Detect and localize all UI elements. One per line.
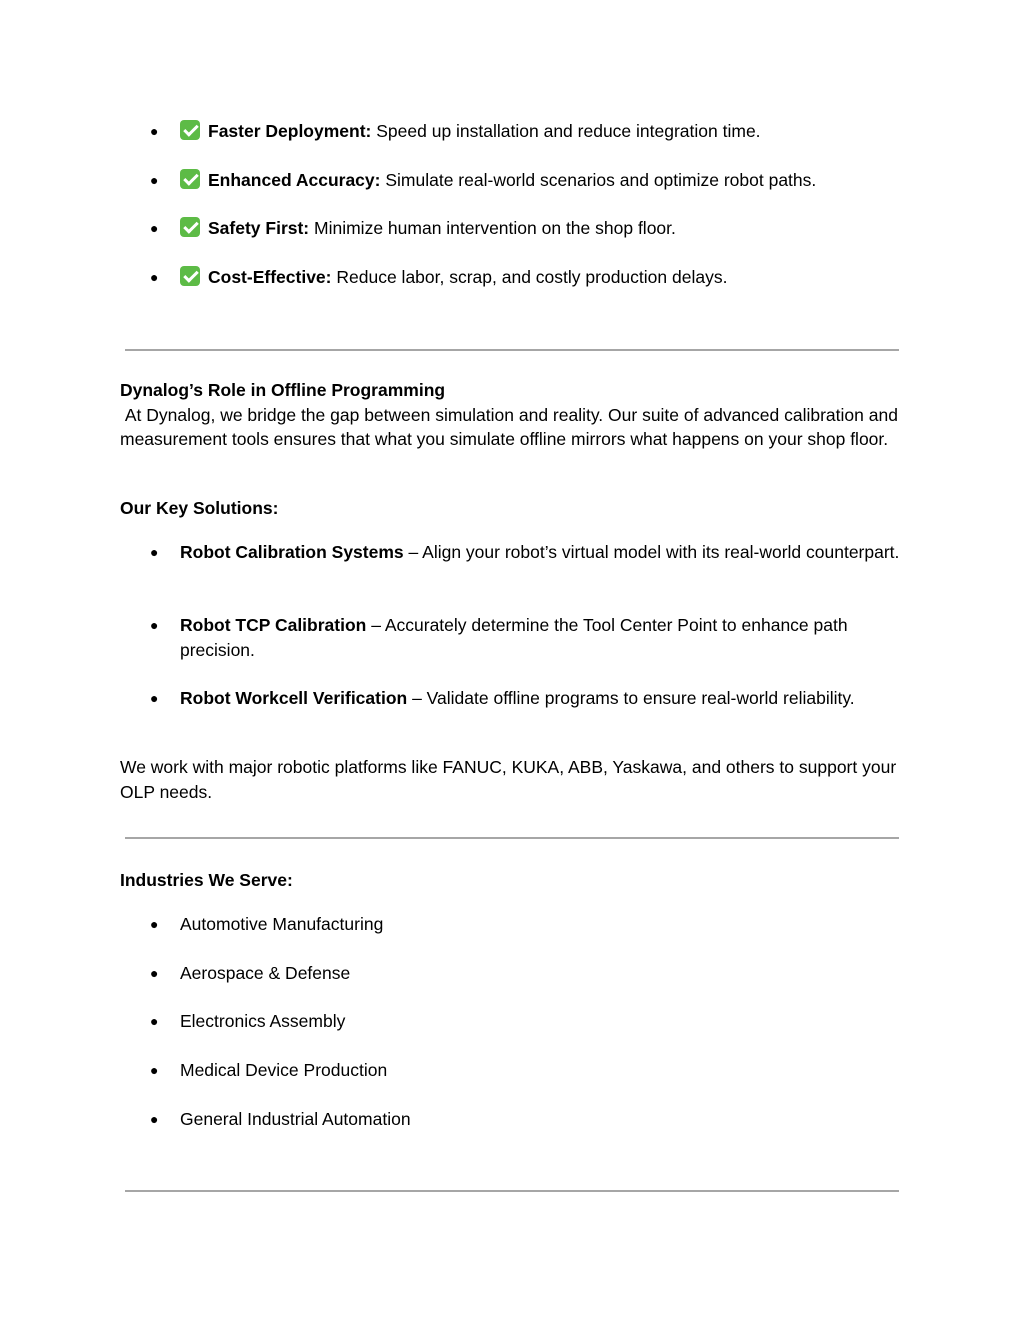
benefit-text: Speed up installation and reduce integration time.: [376, 121, 761, 141]
horizontal-rule: [125, 837, 899, 839]
role-section: [120, 378, 910, 452]
role-heading: Dynalog’s Role in Offline Programming: [120, 380, 446, 400]
bullet-icon: ●: [150, 220, 159, 236]
check-mark-icon: [180, 120, 200, 140]
industry-label: Electronics Assembly: [180, 1011, 346, 1032]
benefit-title: Enhanced Accuracy:: [208, 169, 381, 190]
benefit-text: Reduce labor, scrap, and costly production delays.: [336, 266, 728, 287]
industry-label: Medical Device Production: [180, 1060, 388, 1081]
solution-text: – Validate offline programs to ensure real-world reliability.: [407, 688, 855, 708]
role-body: At Dynalog, we bridge the gap between simulation and reality. Our suite of advanced calibration and measurement tools ensures that what you simulate offline mirrors what happens on your shop floor.: [120, 404, 903, 449]
list-item: [120, 265, 910, 314]
bullet-icon: ●: [150, 1110, 159, 1127]
bullet-icon: ●: [150, 123, 159, 139]
check-mark-icon: [180, 266, 200, 286]
bullet-icon: ●: [150, 1062, 159, 1079]
horizontal-rule: [125, 1190, 899, 1192]
solution-title: Robot Workcell Verification: [180, 688, 408, 708]
list-item: [120, 686, 910, 735]
platforms-text: We work with major robotic platforms like FANUC, KUKA, ABB, Yaskawa, and others to support your OLP needs.: [120, 757, 897, 802]
bullet-icon: ●: [150, 617, 159, 633]
solution-text: – Accurately determine the Tool Center Point to enhance path precision.: [180, 615, 848, 660]
list-item: [120, 540, 910, 613]
benefits-list: [120, 119, 910, 313]
benefit-title: Cost-Effective:: [208, 266, 332, 287]
check-mark-icon: [180, 217, 200, 237]
check-mark-icon: [180, 169, 200, 189]
solution-title: Robot TCP Calibration: [180, 615, 367, 635]
solution-text: – Align your robot’s virtual model with its real-world counterpart.: [403, 542, 900, 562]
list-item: [120, 1107, 910, 1156]
industry-label: General Industrial Automation: [180, 1108, 411, 1129]
solution-title: Robot Calibration Systems: [180, 542, 404, 562]
list-item: [120, 1009, 910, 1058]
list-item: [120, 613, 910, 686]
solutions-heading: Our Key Solutions:: [120, 498, 279, 518]
bullet-icon: ●: [150, 544, 159, 560]
bullet-icon: ●: [150, 964, 159, 981]
industry-label: Aerospace & Defense: [180, 962, 351, 983]
bullet-icon: ●: [150, 690, 159, 706]
bullet-icon: ●: [150, 1013, 159, 1030]
bullet-icon: ●: [150, 171, 159, 188]
solutions-list: [120, 540, 910, 735]
industry-label: Automotive Manufacturing: [180, 914, 384, 934]
benefit-text: Minimize human intervention on the shop floor.: [314, 218, 676, 238]
industries-heading: Industries We Serve:: [120, 870, 293, 890]
list-item: [120, 1058, 910, 1107]
list-item: [120, 216, 910, 265]
bullet-icon: ●: [150, 268, 159, 285]
benefit-title: Safety First:: [208, 218, 310, 238]
list-item: [120, 912, 910, 961]
list-item: [120, 961, 910, 1010]
list-item: [120, 168, 910, 217]
benefit-title: Faster Deployment:: [208, 121, 372, 141]
benefit-text: Simulate real-world scenarios and optimize robot paths.: [385, 169, 817, 190]
horizontal-rule: [125, 349, 899, 351]
industries-list: [120, 912, 910, 1155]
bullet-icon: ●: [150, 916, 159, 932]
list-item: [120, 119, 910, 168]
